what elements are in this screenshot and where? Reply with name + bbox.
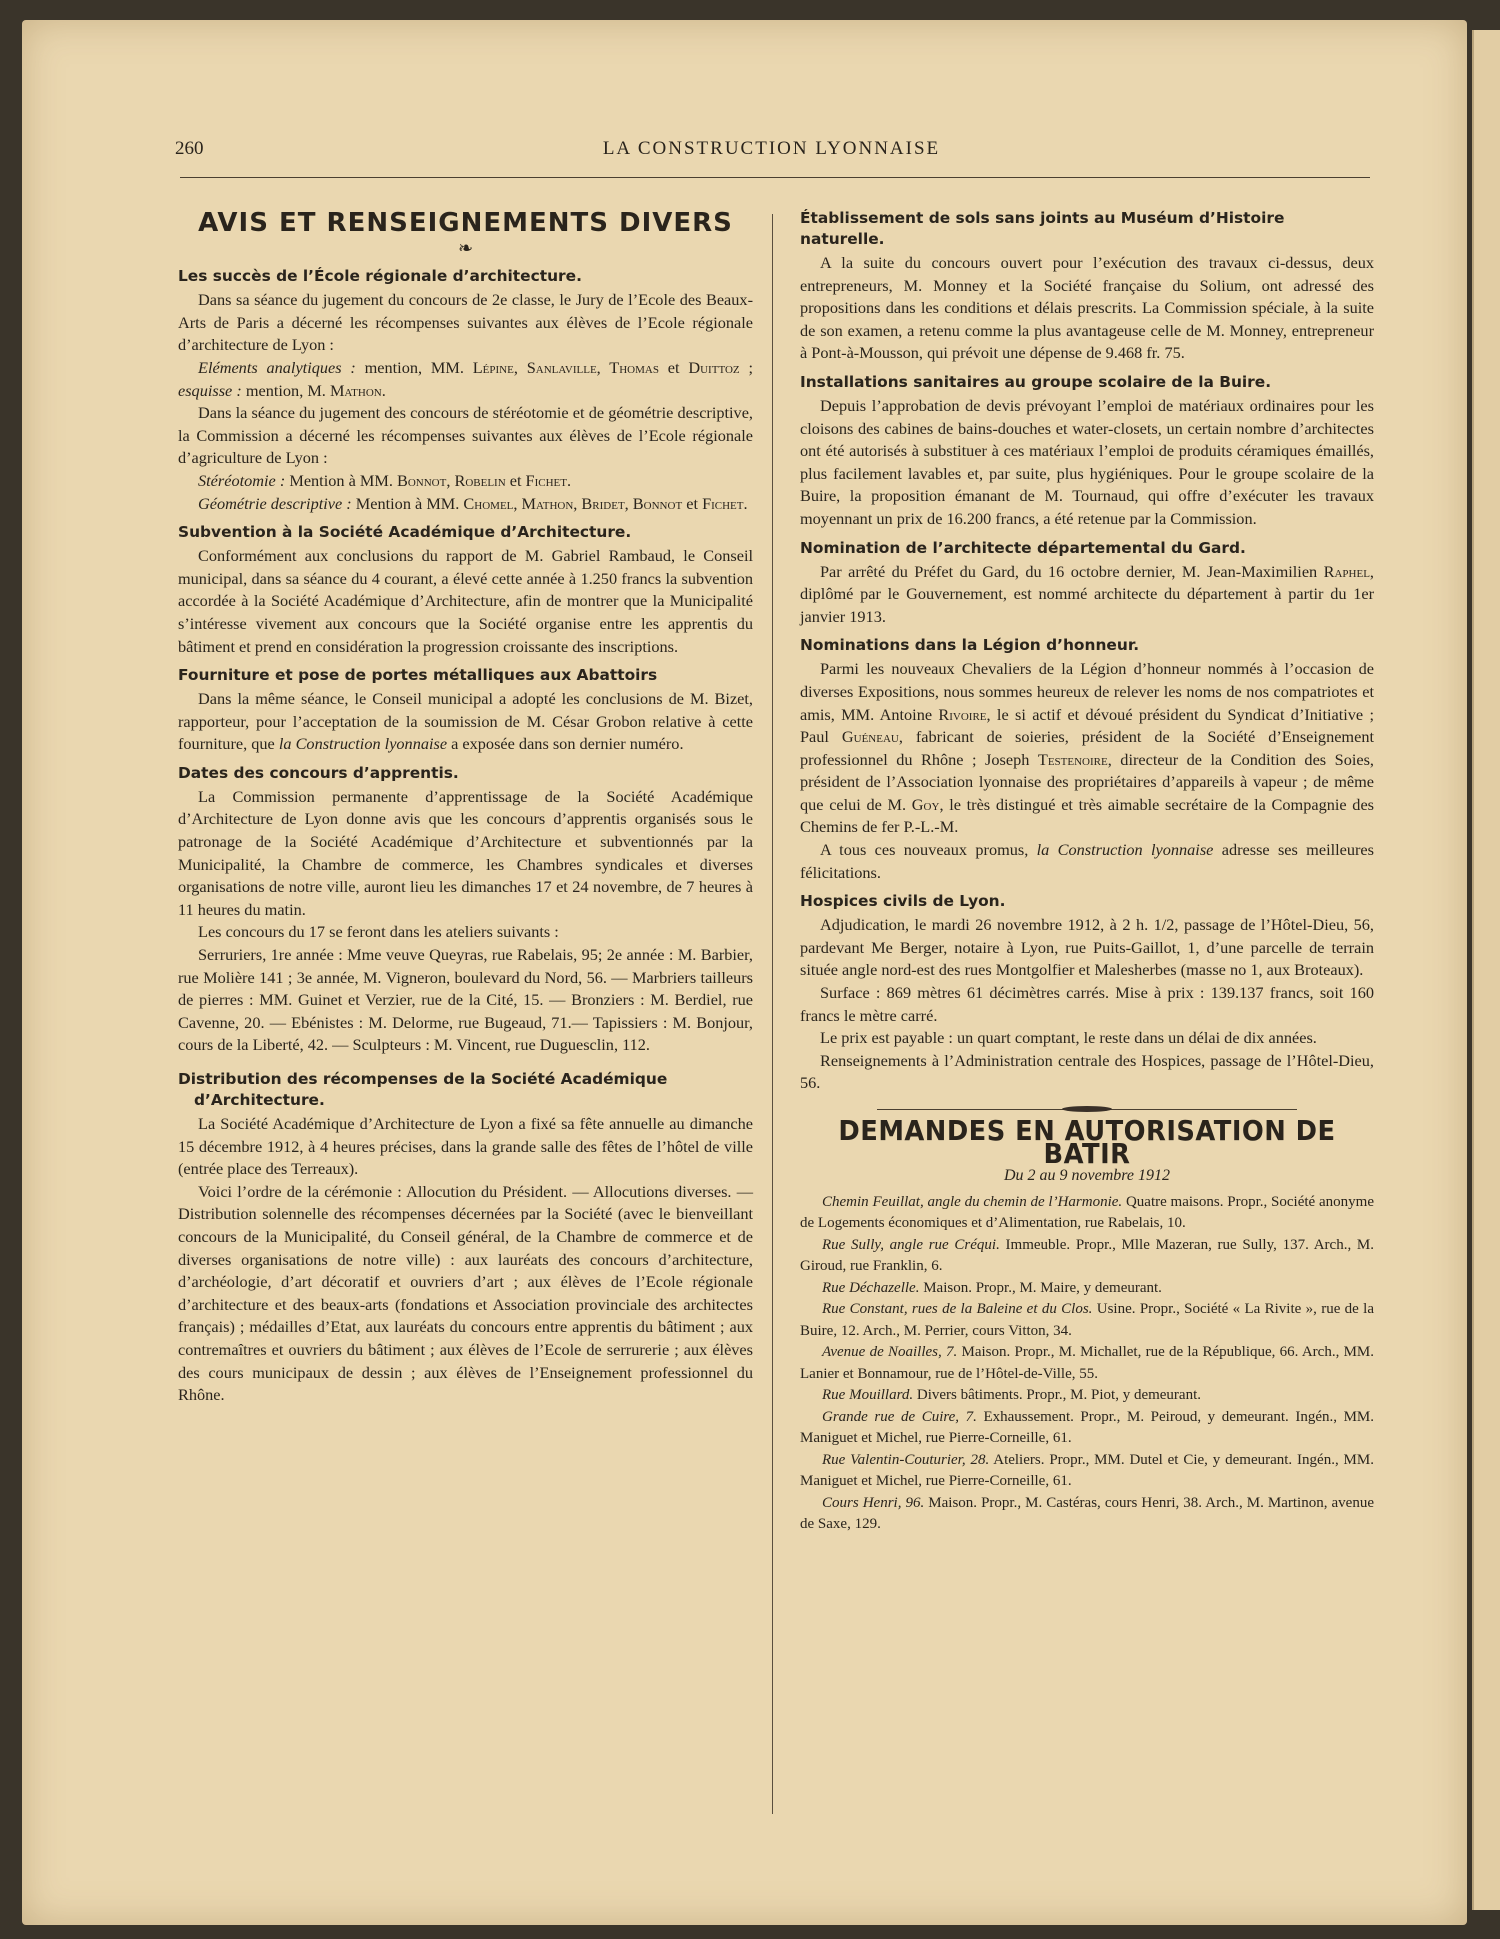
article-title: Fourniture et pose de portes métalliques aux Abattoirs <box>178 666 658 685</box>
paragraph: Le prix est payable : un quart comptant, le reste dans un délai de dix années. <box>820 1028 1317 1048</box>
permit-details: Maison. Propr., M. Michallet, rue de la République, 66. Arch., MM. Lanier et Bonnamour, rue de l’Hôtel-de-Ville, 55. <box>800 1344 1375 1382</box>
permit-details: Maison. Propr., M. Castéras, cours Henri, 38. Arch., M. Martinon, avenue de Saxe, 129. <box>800 1494 1374 1533</box>
running-title: LA CONSTRUCTION LYONNAISE <box>602 138 941 159</box>
permit-details: Maison. Propr., M. Maire, y demeurant. <box>919 1279 1162 1296</box>
permits-title: DEMANDES EN AUTORISATION DE BATIR <box>838 1114 1336 1170</box>
paragraph: Géométrie descriptive : Mention à MM. Chomel, Mathon, Bridet, Bonnot et Fichet. <box>198 493 748 513</box>
page-header <box>175 138 1368 162</box>
paragraph: Surface : 869 mètres 61 décimètres carrés. Mise à prix : 139.137 francs, soit 160 francs le mètre carré. <box>800 983 1374 1025</box>
paragraph: A la suite du concours ouvert pour l’exécution des travaux ci-dessus, deux entrepreneurs, M. Monney et la Société française du Solium, ont adressé des propositions dans les conditions et délais prescrits. La Commission spéciale, à la suite de son examen, a retenu comme la plus avantageuse celle de M. Monney, entrepreneur à Pont-à-Mousson, qui prévoit une dépense de 9.468 fr. 75. <box>800 253 1374 363</box>
paragraph: Voici l’ordre de la cérémonie : Allocution du Président. — Allocutions diverses. — Distribution solennelle des récompenses décernées par la Société (avec le bienveillant concours de la Municipalité, du Conseil général, de la Chambre de commerce et de diverses organisations de notre ville) : aux lauréats des concours d’architecture, d’archéologie, d’art décoratif et ouvriers d’art ; aux élèves de l’Ecole régionale d’architecture et des beaux-arts (fondations et Association provinciale des architectes français) ; médailles d’Etat, aux lauréats du concours entre apprentis du bâtiment ; aux contremaîtres et ouvriers du bâtiment ; aux élèves de l’Ecole de serrurerie ; aux élèves des cours municipaux de dessin ; aux élèves de l’Enseignement professionnel du Rhône. <box>178 1181 753 1405</box>
permit-entry <box>800 1385 1374 1407</box>
article-title: Nominations dans la Légion d’honneur. <box>800 636 1140 655</box>
permit-entry <box>800 1493 1374 1536</box>
permit-details: Exhaussement. Propr., M. Peiroud, y demeurant. Ingén., MM. Maniguet et Michel, rue Pierre-Corneille, 61. <box>800 1408 1375 1447</box>
permit-entry <box>800 1342 1374 1385</box>
article-title: Installations sanitaires au groupe scolaire de la Buire. <box>800 372 1272 391</box>
article-title: Nomination de l’architecte départemental du Gard. <box>800 538 1246 557</box>
permit-street: Rue Valentin-Couturier, 28. <box>822 1451 990 1468</box>
permit-street: Rue Déchazelle. <box>822 1279 920 1296</box>
header-rule <box>180 177 1370 178</box>
paragraph: Serruriers, 1re année : Mme veuve Queyras, rue Rabelais, 95; 2e année : M. Barbier, rue Molière 141 ; 3e année, M. Vigneron, boulevard du Nord, 56. — Marbriers tailleurs de pierres : MM. Guinet et Verzier, rue de la Cité, 15. — Bronziers : M. Berdiel, rue Cavenne, 20. — Ebénistes : M. Delorme, rue Bugeaud, 71.— Tapissiers : M. Bonjour, cours de la Liberté, 42. — Sculpteurs : M. Vincent, rue Duguesclin, 112. <box>178 945 753 1055</box>
permit-street: Grande rue de Cuire, 7. <box>822 1408 977 1425</box>
paragraph: Parmi les nouveaux Chevaliers de la Légion d’honneur nommés à l’occasion de diverses Expositions, nous sommes heureux de relever les noms de nos compatriotes et amis, MM. Antoine Rivoire, le si actif et dévoué président du Syndicat d’Initiative ; Paul Guéneau, fabricant de soieries, président de la Société d’Enseignement professionnel du Rhône ; Joseph Testenoire, directeur de la Condition des Soies, président de l’Association lyonnaise des propriétaires d’appareils à vapeur ; de même que celui de M. Goy, le très distingué et très aimable secrétaire de la Compagnie des Chemins de fer P.-L.-M. <box>800 659 1375 837</box>
paragraph: Stéréotomie : Mention à MM. Bonnot, Robelin et Fichet. <box>198 470 572 490</box>
paragraph: A tous ces nouveaux promus, la Construction lyonnaise adresse ses meilleures félicitations. <box>800 840 1374 882</box>
permit-entry <box>800 1278 1374 1300</box>
permit-entry <box>800 1192 1374 1235</box>
permit-street: Rue Mouillard. <box>822 1387 914 1404</box>
permit-street: Chemin Feuillat, angle du chemin de l’Harmonie. <box>822 1193 1123 1210</box>
permit-details: Quatre maisons. Propr., Société anonyme de Logements économiques et d’Alimentation, rue Rabelais, 10. <box>800 1193 1374 1232</box>
paragraph: Les concours du 17 se feront dans les ateliers suivants : <box>198 922 559 942</box>
section-divider <box>877 1109 1297 1110</box>
permit-details: Ateliers. Propr., MM. Dutel et Cie, y demeurant. Ingén., MM. Maniguet et Michel, rue Pierre-Corneille, 61. <box>800 1451 1374 1490</box>
permit-details: Usine. Propr., Société « La Rivite », rue de la Buire, 12. Arch., M. Perrier, cours Vitton, 34. <box>800 1301 1374 1339</box>
paragraph: Dans sa séance du jugement du concours de 2e classe, le Jury de l’Ecole des Beaux-Arts de Paris a décerné les récompenses suivantes aux élèves de l’Ecole régionale d’architecture de Lyon : <box>178 290 753 355</box>
ornament-icon: ❧ <box>457 237 474 258</box>
permit-street: Cours Henri, 96. <box>822 1494 925 1511</box>
permits-date-range: Du 2 au 9 novembre 1912 <box>1003 1167 1171 1185</box>
paragraph: La Commission permanente d’apprentissage de la Société Académique d’Architecture de Lyon donne avis que les concours d’apprentis organisés sous le patronage de la Société Académique d’Architecture et subventionnés par la Municipalité, la Chambre de commerce, les Chambres syndicales et diverses organisations de notre ville, auront lieu les dimanches 17 et 24 novembre, de 7 heures à 11 heures du matin. <box>178 786 753 919</box>
permit-details: Immeuble. Propr., Mlle Mazeran, rue Sully, 137. Arch., M. Giroud, rue Franklin, 6. <box>800 1236 1374 1275</box>
permit-entry <box>800 1450 1374 1493</box>
paragraph: Dans la séance du jugement des concours de stéréotomie et de géométrie descriptive, la Commission a décerné les récompenses suivantes aux élèves de l’Ecole régionale d’agriculture de Lyon : <box>178 403 753 468</box>
permit-details: Divers bâtiments. Propr., M. Piot, y demeurant. <box>913 1387 1201 1404</box>
paragraph: Eléments analytiques : mention, MM. Lépine, Sanlaville, Thomas et Duittoz ; esquisse : mention, M. Mathon. <box>178 357 753 400</box>
paragraph: Conformément aux conclusions du rapport de M. Gabriel Rambaud, le Conseil municipal, dans sa séance du 4 courant, a élevé cette année à 1.250 francs la subvention accordée à la Société Académique d’Architecture, afin de montrer que la Municipalité s’intéresse vivement aux concours que la Société organise entre les apprentis du bâtiment et prend en considération la progression croissante des inscriptions. <box>178 546 753 656</box>
article-title: Établissement de sols sans joints au Muséum d’Histoire naturelle. <box>800 209 1285 248</box>
article-title: Dates des concours d’apprentis. <box>178 763 459 782</box>
article-title: Distribution des récompenses de la Société Académique d’Architecture. <box>178 1070 668 1109</box>
paragraph: Renseignements à l’Administration centrale des Hospices, passage de l’Hôtel-Dieu, 56. <box>800 1050 1374 1093</box>
right-column <box>800 208 1374 1536</box>
paragraph: Adjudication, le mardi 26 novembre 1912, à 2 h. 1/2, passage de l’Hôtel-Dieu, 56, pardevant Me Berger, notaire à Lyon, rue Puits-Gaillot, 1, d’une parcelle de terrain située angle nord-est des rues Montgolfier et Malesherbes (masse no 1, aux Broteaux). <box>800 915 1374 980</box>
permit-street: Avenue de Noailles, 7. <box>822 1344 958 1361</box>
permit-street: Rue Constant, rues de la Baleine et du Clos. <box>822 1301 1093 1318</box>
paragraph: Depuis l’approbation de devis prévoyant l’emploi de matériaux ordinaires pour les cloisons des cabines de bains-douches et water-closets, un certain nombre d’architectes ont été autorisés à substituer à ces matériaux l’emploi de produits céramiques émaillés, plus facilement lavables et, par suite, plus hygiéniques. Pour le groupe scolaire de la Buire, la proposition émanant de M. Tournaud, qui offre d’exécuter les travaux moyennant un prix de 16.200 francs, a été retenue par la Commission. <box>800 395 1374 528</box>
left-column <box>178 208 753 1407</box>
paragraph: Dans la même séance, le Conseil municipal a adopté les conclusions de M. Bizet, rapporteur, pour l’acceptation de la soumission de M. César Grobon relative à cette fourniture, que la Construction lyonnaise a exposée dans son dernier numéro. <box>178 689 753 754</box>
article-title: Subvention à la Société Académique d’Architecture. <box>178 523 632 542</box>
paragraph: Par arrêté du Préfet du Gard, du 16 octobre dernier, M. Jean-Maximilien Raphel, diplômé par le Gouvernement, est nommé architecte du département à partir du 1er janvier 1913. <box>800 561 1374 626</box>
article-title: Hospices civils de Lyon. <box>800 892 1006 911</box>
permits-list <box>800 1192 1374 1536</box>
permit-entry <box>800 1407 1374 1450</box>
permit-street: Rue Sully, angle rue Créqui. <box>822 1236 1000 1253</box>
page-number: 260 <box>175 138 204 159</box>
paragraph: La Société Académique d’Architecture de Lyon a fixé sa fête annuelle au dimanche 15 décembre 1912, à 4 heures précises, dans la grande salle des fêtes de l’hôtel de ville (entrée place des Terreaux). <box>178 1114 753 1179</box>
section-main-title: AVIS ET RENSEIGNEMENTS DIVERS <box>198 208 733 238</box>
article-title: Les succès de l’École régionale d’architecture. <box>178 267 582 286</box>
permit-entry <box>800 1235 1374 1278</box>
column-rule <box>772 214 773 1814</box>
permit-entry <box>800 1299 1374 1342</box>
